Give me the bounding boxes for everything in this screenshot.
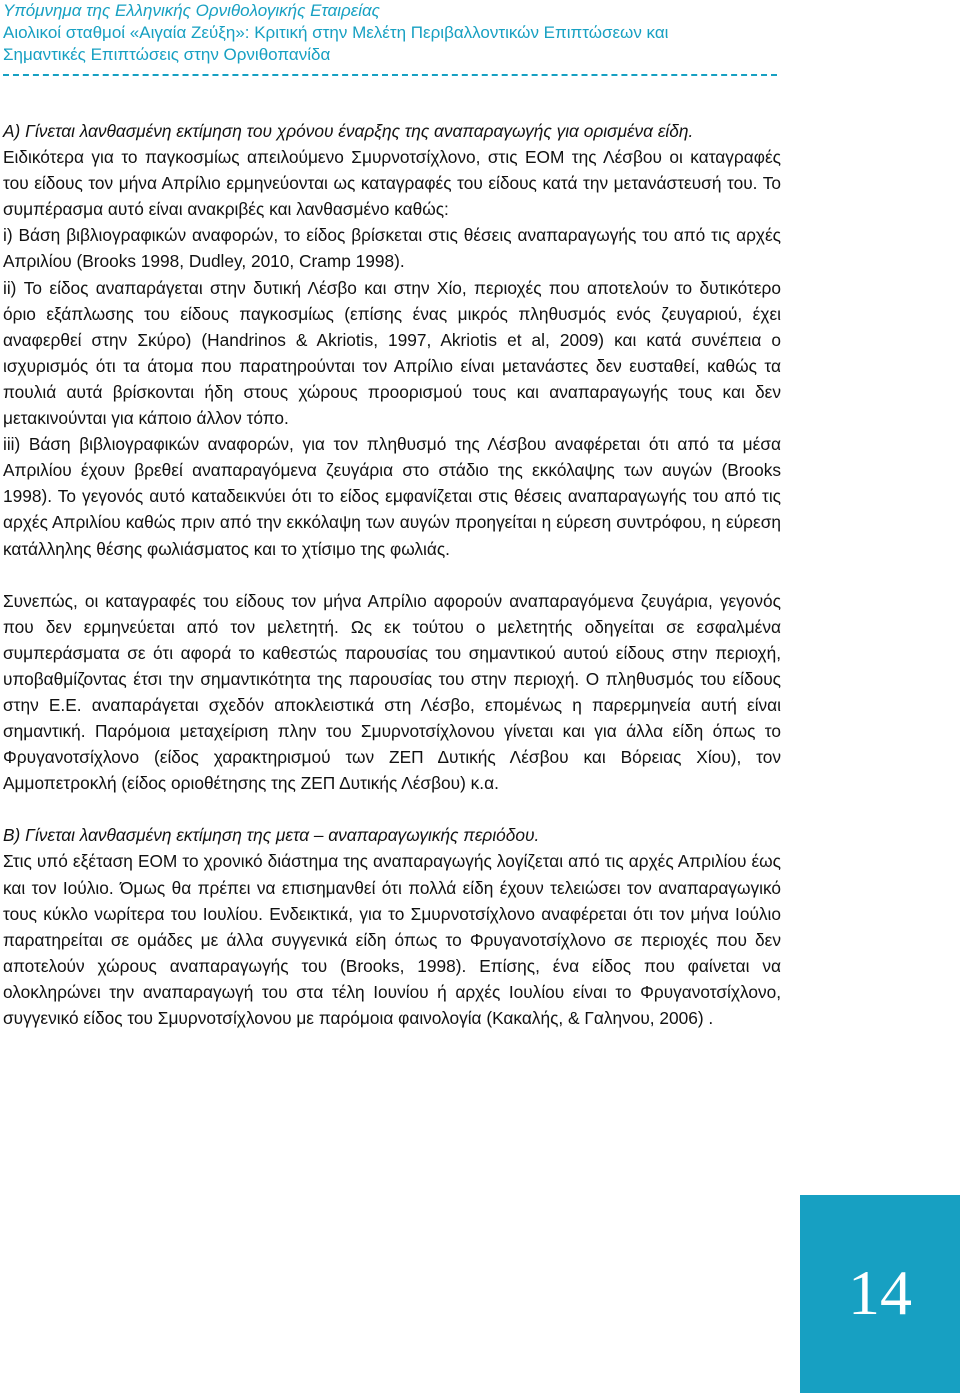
running-header	[3, 0, 903, 66]
page-number: 14	[848, 1257, 912, 1328]
paragraph-gap	[3, 562, 781, 588]
section-a-heading: Α) Γίνεται λανθασμένη εκτίμηση του χρόνου έναρξης της αναπαραγωγής για ορισμένα είδη.	[3, 121, 694, 141]
point-ii: ii) Το είδος αναπαράγεται στην δυτική Λέσβο και στην Χίο, περιοχές που αποτελούν το δυτικότερο όριο εξάπλωσης του είδους παγκοσμίως (επίσης ένας μικρός πληθυσμός ενός ζευγαριού, έχει αναφερθεί στην Σκύρο) (Handrinos & Akriotis, 1997, Akriotis et al, 2009) και κατά συνέπεια ο ισχυρισμός ότι τα άτομα που παρατηρούνται τον Απρίλιο είναι μετανάστες δεν ευσταθεί, καθώς τα πουλιά αυτά βρίσκονται ήδη στους χώρους προορισμού τους και αναπαραγωγής τους και δεν μετακινούνται για κάποιο άλλον τόπο.	[3, 277, 781, 429]
paragraph-gap	[3, 796, 781, 822]
conclusion-paragraph: Συνεπώς, οι καταγραφές του είδους τον μήνα Απρίλιο αφορούν αναπαραγόμενα ζευγάρια, γεγονός που δεν ερμηνεύεται από τον μελετητή. Ως εκ τούτου ο μελετητής οδηγείται σε εσφαλμένα συμπεράσματα σε ότι αφορά το καθεστώς παρουσίας του σημαντικού αυτού είδους στην περιοχή, υποβαθμίζοντας έτσι την σημαντικότητα της παρουσίας του στην περιοχή. Ο πληθυσμός του είδους στην Ε.Ε. αναπαράγεται σχεδόν αποκλειστικά στη Λέσβο, επομένως η παρερμηνεία αυτή είναι σημαντική. Παρόμοια μεταχείριση πλην του Σμυρνοτσίχλονου γίνεται και για άλλα είδη όπως το Φρυγανοτσίχλονο (είδος χαρακτηρισμού των ΖΕΠ Δυτικής Λέσβου και Βόρειας Χίου), τον Αμμοπετροκλή (είδος οριοθέτησης της ΖΕΠ Δυτικής Λέσβου) κ.α.	[3, 590, 781, 794]
section-b-heading: Β) Γίνεται λανθασμένη εκτίμηση της μετα – αναπαραγωγικής περιόδου.	[3, 825, 540, 846]
section-b-paragraph: Στις υπό εξέταση ΕΟΜ το χρονικό διάστημα της αναπαραγωγής λογίζεται από τις αρχές Απριλίου έως και τον Ιούλιο. Όμως θα πρέπει να επισημανθεί ότι πολλά είδη έχουν τελειώσει τον αναπαραγωγικό τους κύκλο νωρίτερα του Ιουλίου. Ενδεικτικά, για το Σμυρνοτσίχλονο αναφέρεται ότι τον μήνα Ιούλιο παρατηρείται σε ομάδες με άλλα συγγενικά είδη όπως το Φρυγανοτσίχλονο σε περιοχές που δεν αποτελούν χώρους αναπαραγωγής του (Brooks, 1998). Επίσης, ένα είδος που φαίνεται να ολοκληρώνει την αναπαραγωγή του στα τέλη Ιουνίου ή αρχές Ιουλίου είναι το Φρυγανοτσίχλονο, συγγενικό είδος του Σμυρνοτσίχλονου με παρόμοια φαινολογία (Κακαλής, & Γαληνου, 2006) .	[3, 851, 781, 1028]
header-title-line-1: Αιολικοί σταθμοί «Αιγαία Ζεύξη»: Κριτική στην Μελέτη Περιβαλλοντικών Επιπτώσεων και	[3, 23, 669, 42]
point-iii: iii) Βάση βιβλιογραφικών αναφορών, για τον πληθυσμό της Λέσβου αναφέρεται ότι από τα μέσα Απριλίου έχουν βρεθεί αναπαραγόμενα ζευγάρια στο στάδιο της εκκόλαψης των αυγών (Brooks 1998). Το γεγονός αυτό καταδεικνύει ότι το είδος εμφανίζεται στις θέσεις αναπαραγωγής του από τις αρχές Απριλίου καθώς πριν από την εκκόλαψη των αυγών προηγείται η εύρεση συντρόφου, η εύρεση κατάλληλης θέσης φωλιάσματος και το χτίσιμο της φωλιάς.	[3, 434, 781, 559]
header-title-line-2: Σημαντικές Επιπτώσεις στην Ορνιθοπανίδα	[3, 45, 331, 64]
header-organization: Υπόμνημα της Ελληνικής Ορνιθολογικής Εταιρείας	[3, 1, 380, 20]
document-body	[3, 118, 781, 1031]
header-dashed-divider	[3, 74, 777, 76]
section-a-intro: Ειδικότερα για το παγκοσμίως απειλούμενο Σμυρνοτσίχλονο, στις ΕΟΜ της Λέσβου οι καταγραφές του είδους τον μήνα Απρίλιο ερμηνεύονται ως καταγραφές του είδους κατά την μετανάστευσή του. Το συμπέρασμα αυτό είναι ανακριβές και λανθασμένο καθώς:	[3, 147, 781, 220]
page-number-box	[800, 1195, 960, 1393]
point-i: i) Βάση βιβλιογραφικών αναφορών, το είδος βρίσκεται στις θέσεις αναπαραγωγής του από τις αρχές Απριλίου (Brooks 1998, Dudley, 2010, Cramp 1998).	[3, 225, 781, 272]
